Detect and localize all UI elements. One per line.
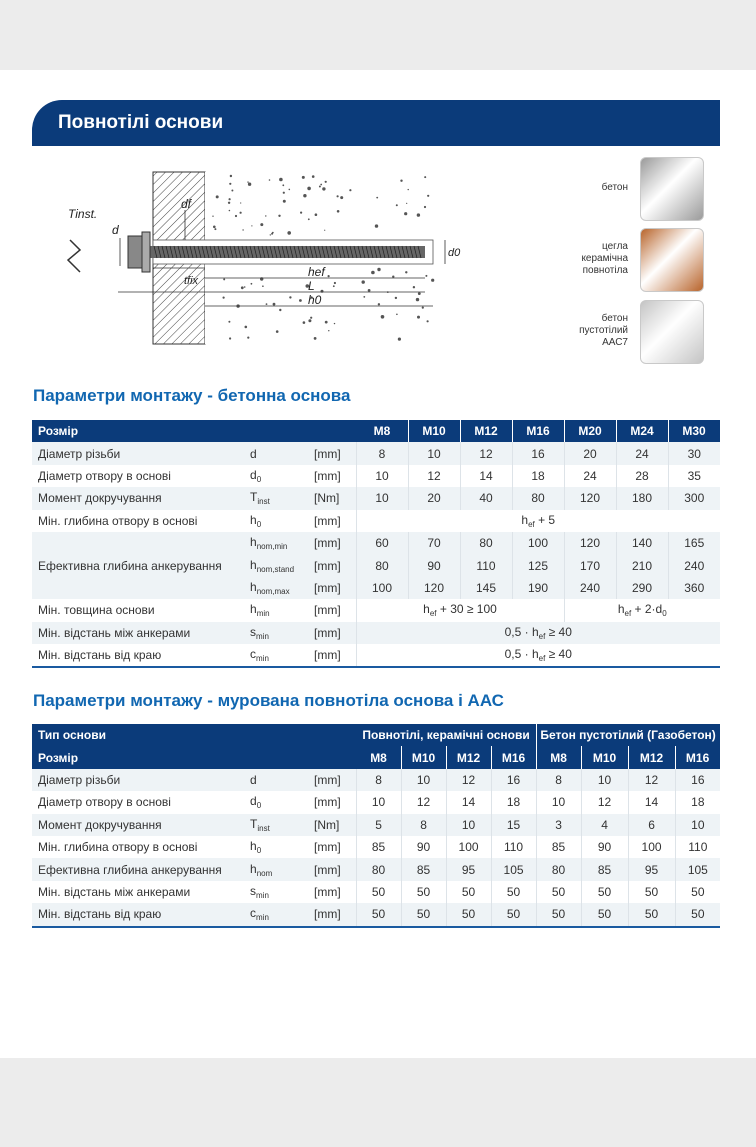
value-cell: 30	[668, 442, 720, 464]
symbol-cell	[250, 858, 314, 880]
symbol: h	[250, 535, 257, 550]
value-cell: 110	[675, 836, 720, 858]
symbol-subscript: min	[256, 890, 269, 900]
material-label-line: пустотілий	[579, 325, 628, 336]
material-swatch	[640, 157, 704, 221]
symbol-cell	[250, 644, 314, 667]
value-cell: 190	[512, 577, 564, 599]
symbol: T	[250, 816, 258, 831]
value-cell: 14	[446, 791, 491, 813]
param-name: Мін. товщина основи	[32, 599, 250, 621]
value-cell: 100	[356, 577, 408, 599]
table-row	[32, 644, 720, 667]
unit: [mm]	[314, 903, 356, 926]
size-header: Розмір	[32, 746, 356, 768]
value-cell: 360	[668, 577, 720, 599]
header-row	[32, 746, 720, 768]
symbol: h	[250, 557, 257, 572]
param-name: Момент докручування	[32, 814, 250, 836]
table-row	[32, 465, 720, 487]
material-label	[602, 182, 628, 194]
symbol: T	[250, 490, 258, 505]
symbol-subscript: 0	[256, 519, 262, 529]
unit: [mm]	[314, 791, 356, 813]
material-label-line: цегла	[601, 241, 628, 252]
torque-arrow-icon	[68, 240, 80, 272]
value-cell: 240	[564, 577, 616, 599]
value-cell: 110	[491, 836, 536, 858]
symbol: h	[250, 861, 257, 876]
label-t-inst: Tinst.	[68, 207, 98, 221]
base-type-header: Тип основи	[32, 724, 356, 746]
value-cell: 12	[628, 769, 675, 791]
value-cell: 14	[460, 465, 512, 487]
value-cell: 16	[491, 769, 536, 791]
param-name: Діаметр різьби	[32, 442, 250, 464]
unit: [mm]	[314, 622, 356, 644]
table-row	[32, 622, 720, 644]
value-cell: 50	[581, 903, 628, 926]
size-column-header: M16	[512, 420, 564, 442]
table-row	[32, 442, 720, 464]
symbol-cell	[250, 554, 314, 576]
symbol: d	[250, 467, 257, 482]
value-cell: 10	[581, 769, 628, 791]
value-cell: 210	[616, 554, 668, 576]
value-cell: 50	[581, 881, 628, 903]
formula-tail: + 2·d	[631, 602, 663, 617]
formula-part: h	[423, 602, 430, 617]
formula-part: h	[521, 512, 529, 527]
size-column-header: M30	[668, 420, 720, 442]
value-cell: 8	[356, 442, 408, 464]
value-cell: 20	[408, 487, 460, 509]
formula-cell	[356, 599, 564, 621]
value-cell: 8	[401, 814, 446, 836]
unit: [mm]	[314, 881, 356, 903]
value-cell: 8	[536, 769, 581, 791]
unit: [mm]	[314, 510, 356, 532]
label-h0: h0	[308, 293, 322, 307]
param-name: Мін. відстань від краю	[32, 644, 250, 667]
symbol: d	[250, 446, 257, 461]
value-cell: 18	[491, 791, 536, 813]
param-name: Діаметр отвору в основі	[32, 465, 250, 487]
value-cell: 50	[675, 881, 720, 903]
banner-title: Повнотілі основи	[58, 112, 224, 133]
symbol: h	[250, 512, 257, 527]
symbol-cell	[250, 487, 314, 509]
symbol-cell	[250, 814, 314, 836]
value-cell: 100	[628, 836, 675, 858]
size-column-header: M10	[401, 746, 446, 768]
table-row	[32, 858, 720, 880]
symbol-cell	[250, 510, 314, 532]
symbol: s	[250, 624, 256, 639]
value-cell: 125	[512, 554, 564, 576]
symbol-subscript: min	[256, 631, 269, 641]
unit: [mm]	[314, 599, 356, 621]
value-cell: 10	[401, 769, 446, 791]
symbol-cell	[250, 836, 314, 858]
formula-part: 0,5 · h	[504, 647, 539, 662]
symbol-cell	[250, 599, 314, 621]
unit: [Nm]	[314, 814, 356, 836]
symbol-subscript: nom,min	[256, 542, 288, 552]
group-header-solid: Повнотілі, керамічні основи	[356, 724, 536, 746]
value-cell: 20	[564, 442, 616, 464]
formula-subscript: ef	[624, 609, 632, 619]
param-name: Мін. глибина отвору в основі	[32, 510, 250, 532]
label-d0: d0	[448, 247, 461, 259]
param-name: Ефективна глибина анкерування	[32, 858, 250, 880]
symbol-subscript: 0	[256, 474, 262, 484]
symbol-subscript: 0	[256, 801, 262, 811]
value-cell: 120	[408, 577, 460, 599]
anchor-installation-diagram	[50, 160, 470, 360]
value-cell: 170	[564, 554, 616, 576]
value-cell: 50	[446, 881, 491, 903]
table-row	[32, 532, 720, 554]
value-cell: 95	[446, 858, 491, 880]
material-label-line: керамічна	[581, 253, 628, 264]
size-column-header: M12	[446, 746, 491, 768]
size-column-header: M12	[628, 746, 675, 768]
material-label-line: повнотіла	[582, 265, 628, 276]
table-row	[32, 881, 720, 903]
formula-tail: ≥ 40	[545, 624, 572, 639]
value-cell: 12	[446, 769, 491, 791]
symbol: s	[250, 883, 256, 898]
value-cell: 80	[512, 487, 564, 509]
symbol: h	[250, 839, 257, 854]
value-cell: 10	[356, 487, 408, 509]
value-cell: 35	[668, 465, 720, 487]
value-cell: 95	[628, 858, 675, 880]
value-cell: 10	[446, 814, 491, 836]
size-column-header: M16	[675, 746, 720, 768]
unit: [mm]	[314, 442, 356, 464]
value-cell: 50	[491, 881, 536, 903]
formula-cell	[356, 510, 720, 532]
value-cell: 50	[628, 903, 675, 926]
unit: [mm]	[314, 554, 356, 576]
formula-cell	[564, 599, 720, 621]
size-header: Розмір	[32, 420, 356, 442]
value-cell: 100	[512, 532, 564, 554]
material-label	[581, 241, 628, 277]
value-cell: 40	[460, 487, 512, 509]
unit: [mm]	[314, 532, 356, 554]
value-cell: 120	[564, 487, 616, 509]
param-name: Мін. відстань від краю	[32, 903, 250, 926]
symbol-subscript: min	[256, 913, 269, 923]
symbol-cell	[250, 577, 314, 599]
value-cell: 80	[460, 532, 512, 554]
table-row	[32, 903, 720, 926]
symbol-cell	[250, 791, 314, 813]
value-cell: 90	[401, 836, 446, 858]
value-cell: 70	[408, 532, 460, 554]
formula-subscript: ef	[538, 654, 546, 664]
size-column-header: M8	[356, 746, 401, 768]
washer	[142, 232, 150, 272]
unit: [mm]	[314, 465, 356, 487]
value-cell: 18	[675, 791, 720, 813]
symbol-subscript: nom,stand	[256, 564, 295, 574]
material-label-line: бетон	[601, 313, 628, 324]
section-banner	[32, 100, 720, 146]
table-row	[32, 510, 720, 532]
symbol-cell	[250, 903, 314, 926]
size-column-header: M24	[616, 420, 668, 442]
symbol-subscript: nom	[256, 868, 273, 878]
size-column-header: M10	[408, 420, 460, 442]
value-cell: 290	[616, 577, 668, 599]
size-column-header: M12	[460, 420, 512, 442]
value-cell: 105	[491, 858, 536, 880]
label-hef: hef	[308, 265, 325, 279]
value-cell: 85	[401, 858, 446, 880]
value-cell: 90	[581, 836, 628, 858]
table-row	[32, 814, 720, 836]
value-cell: 5	[356, 814, 401, 836]
formula-subscript: ef	[429, 609, 437, 619]
value-cell: 60	[356, 532, 408, 554]
size-column-header: M8	[536, 746, 581, 768]
formula-tail: ≥ 40	[545, 647, 572, 662]
size-column-header: M8	[356, 420, 408, 442]
value-cell: 8	[356, 769, 401, 791]
label-tfix: tfix	[184, 275, 199, 287]
value-cell: 28	[616, 465, 668, 487]
symbol-subscript: min	[256, 654, 269, 664]
value-cell: 85	[581, 858, 628, 880]
top-gray-band	[0, 0, 756, 70]
formula-subscript: ef	[528, 519, 535, 529]
value-cell: 50	[536, 881, 581, 903]
masonry-params-table	[32, 724, 721, 928]
symbol: d	[250, 772, 257, 787]
value-cell: 50	[536, 903, 581, 926]
material-label	[579, 313, 628, 349]
table-row	[32, 487, 720, 509]
symbol-subscript: inst	[257, 497, 270, 507]
concrete-params-table	[32, 420, 721, 668]
value-cell: 145	[460, 577, 512, 599]
symbol: d	[250, 794, 257, 809]
formula-cell	[356, 644, 720, 667]
value-cell: 3	[536, 814, 581, 836]
value-cell: 12	[581, 791, 628, 813]
value-cell: 80	[536, 858, 581, 880]
value-cell: 100	[446, 836, 491, 858]
formula-subscript: ef	[538, 631, 546, 641]
header-row	[32, 724, 720, 746]
unit: [mm]	[314, 836, 356, 858]
value-cell: 12	[408, 465, 460, 487]
label-l: L	[308, 279, 315, 293]
symbol-subscript: min	[256, 609, 270, 619]
value-cell: 90	[408, 554, 460, 576]
value-cell: 50	[401, 903, 446, 926]
param-name: Діаметр різьби	[32, 769, 250, 791]
table-row	[32, 836, 720, 858]
symbol-cell	[250, 622, 314, 644]
unit: [mm]	[314, 644, 356, 667]
material-label-line: бетон	[601, 182, 628, 193]
formula-cell	[356, 622, 720, 644]
value-cell: 50	[356, 881, 401, 903]
table-row	[32, 769, 720, 791]
param-name: Діаметр отвору в основі	[32, 791, 250, 813]
formula-part: h	[617, 602, 625, 617]
symbol-subscript: nom,max	[256, 586, 290, 596]
value-cell: 50	[401, 881, 446, 903]
label-df: df	[181, 197, 192, 211]
value-cell: 24	[616, 442, 668, 464]
value-cell: 300	[668, 487, 720, 509]
value-cell: 14	[628, 791, 675, 813]
param-name: Мін. відстань між анкерами	[32, 881, 250, 903]
formula-subscript: 0	[662, 609, 667, 619]
symbol: h	[250, 579, 257, 594]
value-cell: 10	[356, 465, 408, 487]
value-cell: 10	[408, 442, 460, 464]
value-cell: 110	[460, 554, 512, 576]
value-cell: 10	[356, 791, 401, 813]
group-header-aac: Бетон пустотілий (Газобетон)	[536, 724, 720, 746]
symbol: c	[250, 906, 256, 921]
material-label-line: ААС7	[602, 337, 628, 348]
nut	[128, 236, 142, 268]
param-name: Ефективна глибина анкерування	[32, 532, 250, 599]
param-name: Мін. відстань між анкерами	[32, 622, 250, 644]
value-cell: 165	[668, 532, 720, 554]
value-cell: 85	[536, 836, 581, 858]
value-cell: 80	[356, 554, 408, 576]
size-column-header: M16	[491, 746, 536, 768]
param-name: Мін. глибина отвору в основі	[32, 836, 250, 858]
table-row	[32, 599, 720, 621]
value-cell: 50	[446, 903, 491, 926]
value-cell: 180	[616, 487, 668, 509]
value-cell: 50	[628, 881, 675, 903]
value-cell: 15	[491, 814, 536, 836]
formula-tail: + 5	[534, 512, 556, 527]
value-cell: 105	[675, 858, 720, 880]
value-cell: 6	[628, 814, 675, 836]
value-cell: 50	[491, 903, 536, 926]
value-cell: 50	[675, 903, 720, 926]
label-d: d	[112, 223, 119, 237]
symbol-subscript: inst	[257, 823, 270, 833]
value-cell: 120	[564, 532, 616, 554]
unit: [mm]	[314, 577, 356, 599]
symbol-cell	[250, 442, 314, 464]
unit: [Nm]	[314, 487, 356, 509]
value-cell: 12	[460, 442, 512, 464]
value-cell: 24	[564, 465, 616, 487]
symbol-cell	[250, 532, 314, 554]
value-cell: 4	[581, 814, 628, 836]
table1-title: Параметри монтажу - бетонна основа	[33, 386, 351, 405]
symbol-cell	[250, 881, 314, 903]
size-column-header: M20	[564, 420, 616, 442]
symbol: h	[250, 602, 257, 617]
param-name: Момент докручування	[32, 487, 250, 509]
material-swatch	[640, 228, 704, 292]
material-swatch	[640, 300, 704, 364]
symbol-subscript: 0	[256, 846, 262, 856]
value-cell: 16	[675, 769, 720, 791]
size-column-header: M10	[581, 746, 628, 768]
value-cell: 85	[356, 836, 401, 858]
value-cell: 10	[536, 791, 581, 813]
value-cell: 10	[675, 814, 720, 836]
unit: [mm]	[314, 769, 356, 791]
symbol-cell	[250, 769, 314, 791]
value-cell: 80	[356, 858, 401, 880]
value-cell: 140	[616, 532, 668, 554]
symbol-cell	[250, 465, 314, 487]
value-cell: 12	[401, 791, 446, 813]
formula-tail: + 30 ≥ 100	[436, 602, 497, 617]
value-cell: 50	[356, 903, 401, 926]
unit: [mm]	[314, 858, 356, 880]
value-cell: 16	[512, 442, 564, 464]
table2-title: Параметри монтажу - мурована повнотіла основа і ААС	[33, 691, 504, 710]
value-cell: 240	[668, 554, 720, 576]
value-cell: 18	[512, 465, 564, 487]
formula-part: 0,5 · h	[504, 624, 539, 639]
bottom-gray-band	[0, 1058, 756, 1147]
symbol: c	[250, 647, 256, 662]
table-row	[32, 791, 720, 813]
